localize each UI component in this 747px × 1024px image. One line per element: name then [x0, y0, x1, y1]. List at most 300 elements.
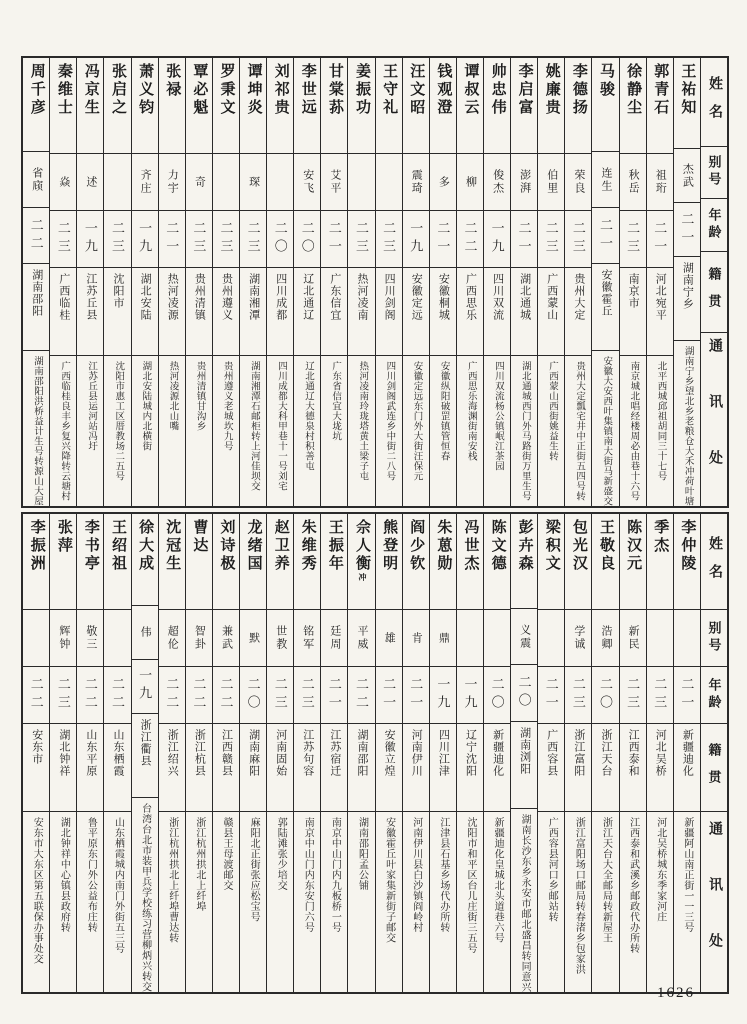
person-column: [267, 514, 294, 992]
native-cell: 浙江衢县: [132, 714, 158, 798]
age-cell: 二三: [294, 667, 320, 724]
age-cell: 二二: [186, 667, 212, 724]
address-cell: 安徽大安西叶集镇南大街马新盛交: [601, 356, 612, 507]
native-cell: 湖北安陆: [132, 268, 158, 356]
age-cell: 二二: [104, 667, 130, 724]
alias-cell: [104, 610, 130, 667]
person-column: [620, 514, 647, 992]
address-cell: 山东栖霞城内南门外街五三号: [112, 817, 124, 954]
address-cell: 南京中山门内九板桥一号: [329, 817, 341, 933]
native-cell: 江苏句容: [294, 724, 320, 812]
address-cell: 鲁平原东门外公益布庄转: [85, 817, 97, 933]
native-cell: 湖南邵阳: [348, 724, 374, 812]
name-cell: 马骏: [592, 58, 618, 152]
native-cell: 四川成都: [267, 268, 293, 356]
native-cell: 河南伊川: [403, 724, 429, 812]
name-cell: 曹达: [186, 514, 212, 610]
age-cell: 二一: [321, 667, 347, 724]
native-cell: 广西临桂: [50, 268, 76, 356]
name-cell: 龙绪国: [240, 514, 266, 610]
native-cell: 河北宛平: [647, 268, 673, 356]
alias-cell: 默: [240, 610, 266, 667]
header-native-place: 籍贯: [701, 724, 727, 812]
address-cell: 江津县石基乡场代办所转: [437, 817, 449, 933]
alias-cell: [647, 610, 673, 667]
age-cell: 二二: [348, 667, 374, 724]
person-column: [430, 58, 457, 506]
address-cell: 新疆迪化皇城北头道巷六号: [492, 817, 504, 943]
address-cell: 南京城北唱经楼周必由巷十六号: [628, 361, 639, 501]
person-column: [538, 58, 565, 506]
address-cell: 广西思乐海渊街南安栈: [465, 361, 476, 461]
native-cell: 广东信宜: [321, 268, 347, 356]
age-cell: 二三: [186, 211, 212, 268]
alias-cell: 世教: [267, 610, 293, 667]
person-column: [592, 58, 619, 506]
name-cell: 张萍: [50, 514, 76, 610]
person-column: [240, 514, 267, 992]
alias-cell: 肯: [403, 610, 429, 667]
native-cell: 浙江绍兴: [159, 724, 185, 812]
alias-cell: [267, 154, 293, 211]
alias-cell: 艾平: [321, 154, 347, 211]
address-cell: 广西容县河口乡邮站转: [546, 817, 558, 922]
alias-cell: 平威: [348, 610, 374, 667]
alias-cell: 奇: [186, 154, 212, 211]
person-column: [294, 58, 321, 506]
name-cell: 周千彦: [23, 58, 49, 152]
name-cell: 王绍祖: [104, 514, 130, 610]
native-cell: 辽北通辽: [294, 268, 320, 356]
person-column: [50, 514, 77, 992]
name-cell: 熊登明: [376, 514, 402, 610]
address-cell: 广西蒙山西街姚益生转: [547, 361, 558, 461]
name-cell: 王守礼: [376, 58, 402, 154]
bottom-header-column: [701, 514, 727, 992]
name-cell: 朱维秀: [294, 514, 320, 610]
person-column: [592, 514, 619, 992]
native-cell: 安徽定远: [403, 268, 429, 356]
header-name: 姓名: [701, 514, 727, 610]
name-cell: 陈文德: [484, 514, 510, 610]
address-cell: 湖南邵阳洪桥益计生号转源山大屋: [31, 356, 42, 507]
native-cell: 沈阳市: [104, 268, 130, 356]
alias-cell: [23, 610, 49, 667]
name-cell: 萧义钧: [132, 58, 158, 154]
person-column: [565, 58, 592, 506]
address-cell: 湖南长沙东乡永安市邮北盛昌转同意兴: [519, 813, 531, 992]
name-cell: 王敬良: [592, 514, 618, 610]
age-cell: 二二: [457, 211, 483, 268]
person-column: [348, 514, 375, 992]
person-column: [240, 58, 267, 506]
native-cell: 河北吴桥: [647, 724, 673, 812]
address-cell: 江西泰和武溪乡邮政代办所转: [627, 817, 639, 954]
address-cell: 江苏丘县运河站冯圩: [86, 361, 97, 451]
age-cell: 一九: [132, 660, 158, 714]
alias-cell: 柳: [457, 154, 483, 211]
name-cell: 佘人衡冲: [348, 514, 374, 610]
address-cell: 湖北安陆城内北横街: [140, 361, 151, 451]
address-cell: 沈阳市惠工区厝教场二五号: [113, 361, 124, 481]
alias-cell: 廷周: [321, 610, 347, 667]
age-cell: 一九: [132, 211, 158, 268]
name-cell: 彭卉森: [511, 514, 537, 609]
age-cell: 二三: [376, 211, 402, 268]
name-cell: 陈汉元: [620, 514, 646, 610]
address-cell: 辽北通辽大德泉村积善屯: [303, 361, 314, 471]
name-cell: 徐大成: [132, 514, 158, 606]
native-cell: 南京市: [620, 268, 646, 356]
native-cell: 山东平原: [77, 724, 103, 812]
name-annotation: 冲: [358, 573, 368, 581]
address-cell: 新疆阿山南正街一一三号: [681, 817, 693, 933]
alias-cell: 齐庄: [132, 154, 158, 211]
name-cell: 朱葸勋: [430, 514, 456, 610]
address-cell: 贵州清镇甘沟乡: [194, 361, 205, 431]
native-cell: 新疆迪化: [674, 724, 700, 812]
alias-cell: 学诚: [565, 610, 591, 667]
alias-cell: 连生: [592, 152, 618, 208]
native-cell: 四川双流: [484, 268, 510, 356]
age-cell: 二〇: [592, 667, 618, 724]
name-cell: 李启富: [511, 58, 537, 154]
name-cell: 李振洲: [23, 514, 49, 610]
header-address: 通讯处: [706, 820, 722, 989]
address-cell: 郭陆滩张少培交: [275, 817, 287, 891]
address-cell: 浙江杭州拱北上纤埠: [193, 817, 205, 912]
person-column: [132, 58, 159, 506]
age-cell: 二二: [159, 667, 185, 724]
name-cell: 徐静尘: [620, 58, 646, 154]
age-cell: 二三: [50, 667, 76, 724]
address-cell: 广西临桂良丰乡复兴降转云塘村: [59, 361, 70, 501]
name-cell: 梁积文: [538, 514, 564, 610]
person-column: [484, 58, 511, 506]
name-cell: 覃必魁: [186, 58, 212, 154]
alias-cell: 力宇: [159, 154, 185, 211]
name-cell: 罗秉文: [213, 58, 239, 154]
age-cell: 二三: [104, 211, 130, 268]
person-column: [457, 514, 484, 992]
alias-cell: 伟: [132, 606, 158, 660]
person-column: [321, 58, 348, 506]
person-column: [348, 58, 375, 506]
age-cell: 二二: [23, 667, 49, 724]
alias-cell: [457, 610, 483, 667]
name-cell: 赵卫养: [267, 514, 293, 610]
address-cell: 湖北钟祥中心镇县政府转: [58, 817, 70, 933]
age-cell: 二三: [620, 667, 646, 724]
alias-cell: 超伦: [159, 610, 185, 667]
person-column: [674, 514, 701, 992]
age-cell: 二〇: [511, 665, 537, 721]
age-cell: 二三: [647, 667, 673, 724]
alias-cell: 祖珩: [647, 154, 673, 211]
name-cell: 王振年: [321, 514, 347, 610]
address-cell: 浙江杭州拱北上纤埠曹达转: [166, 817, 178, 943]
native-cell: 广西蒙山: [538, 268, 564, 356]
age-cell: 二一: [674, 203, 700, 257]
address-cell: 湖南湘潭石邮柜转上河佳坝交: [248, 361, 259, 491]
alias-cell: 焱: [50, 154, 76, 211]
age-cell: 二一: [321, 211, 347, 268]
native-cell: 湖南宁乡: [674, 257, 700, 341]
name-cell: 谭叔云: [457, 58, 483, 154]
alias-cell: 杰武: [674, 149, 700, 203]
top-table: [21, 56, 729, 508]
name-cell: 李仲陵: [674, 514, 700, 610]
native-cell: 河南固始: [267, 724, 293, 812]
alias-cell: [674, 610, 700, 667]
address-cell: 河北吴桥城东季家河庄: [654, 817, 666, 922]
person-column: [511, 514, 538, 992]
age-cell: 二三: [213, 211, 239, 268]
name-cell: 钱观澄: [430, 58, 456, 154]
person-column: [647, 514, 674, 992]
person-column: [457, 58, 484, 506]
age-cell: 二〇: [294, 211, 320, 268]
alias-cell: 澎湃: [511, 154, 537, 211]
person-column: [159, 514, 186, 992]
alias-cell: 义震: [511, 609, 537, 665]
alias-cell: 俊杰: [484, 154, 510, 211]
alias-cell: 敬三: [77, 610, 103, 667]
age-cell: 二一: [376, 667, 402, 724]
address-cell: 贵州大定瓢宅井中正街五四号转: [574, 361, 585, 501]
native-cell: 浙江杭县: [186, 724, 212, 812]
person-column: [77, 58, 104, 506]
alias-cell: 新民: [620, 610, 646, 667]
native-cell: 热河凌南: [348, 268, 374, 356]
address-cell: 安徽纵阳破罡镇管恒春: [438, 361, 449, 461]
age-cell: 二三: [620, 211, 646, 268]
name-cell: 阎少钦: [403, 514, 429, 610]
person-column: [674, 58, 701, 506]
person-column: [647, 58, 674, 506]
age-cell: 二三: [348, 211, 374, 268]
alias-cell: 兼武: [213, 610, 239, 667]
name-cell: 谭坤炎: [240, 58, 266, 154]
person-column: [132, 514, 159, 992]
age-cell: 二一: [430, 211, 456, 268]
native-cell: 新疆迪化: [484, 724, 510, 812]
header-name: 姓名: [701, 58, 727, 147]
address-cell: 北平西城邱祖胡同三十七号: [655, 361, 666, 481]
person-column: [538, 514, 565, 992]
alias-cell: 荣良: [565, 154, 591, 211]
alias-cell: 多: [430, 154, 456, 211]
age-cell: 一九: [457, 667, 483, 724]
name-cell: 季杰: [647, 514, 673, 610]
alias-cell: 震琦: [403, 154, 429, 211]
native-cell: 湖南邵阳: [23, 264, 49, 351]
name-cell: 汪文昭: [403, 58, 429, 154]
alias-cell: 铭军: [294, 610, 320, 667]
name-cell: 张启之: [104, 58, 130, 154]
alias-cell: 鼎: [430, 610, 456, 667]
native-cell: 湖北钟祥: [50, 724, 76, 812]
age-cell: 二〇: [267, 211, 293, 268]
address-cell: 安徽定远东门外大街汪保元: [411, 361, 422, 481]
alias-cell: [376, 154, 402, 211]
header-address: 通讯处: [706, 338, 722, 507]
age-cell: 二一: [538, 667, 564, 724]
age-cell: 二一: [511, 211, 537, 268]
person-column: [104, 58, 131, 506]
age-cell: 二二: [213, 667, 239, 724]
address-cell: 麻阳北正街张应松宝号: [248, 817, 260, 922]
alias-cell: 安飞: [294, 154, 320, 211]
page-number: 1626: [657, 985, 695, 1001]
header-alias: 别号: [701, 610, 727, 667]
alias-cell: [484, 610, 510, 667]
age-cell: 二三: [267, 667, 293, 724]
age-cell: 一九: [484, 211, 510, 268]
address-cell: 四川双流杨公镇岷江茶园: [492, 361, 503, 471]
address-cell: 贵州遵义老城坎九号: [221, 361, 232, 451]
age-cell: 一九: [77, 211, 103, 268]
age-cell: 一九: [430, 667, 456, 724]
age-cell: 二〇: [484, 667, 510, 724]
alias-cell: [538, 610, 564, 667]
age-cell: 二一: [159, 211, 185, 268]
address-cell: 广东省信宜大垅坑: [330, 361, 341, 441]
person-column: [159, 58, 186, 506]
native-cell: 安徽桐城: [430, 268, 456, 356]
name-cell: 秦维士: [50, 58, 76, 154]
native-cell: 贵州遵义: [213, 268, 239, 356]
header-age: 年龄: [701, 667, 727, 724]
native-cell: 湖南麻阳: [240, 724, 266, 812]
native-cell: 江西泰和: [620, 724, 646, 812]
address-cell: 浙江天台大全邮局转新屋王: [600, 817, 612, 943]
top-header-column: [701, 58, 727, 506]
alias-cell: 秋岳: [620, 154, 646, 211]
native-cell: 安徽立煌: [376, 724, 402, 812]
native-cell: 江苏宿迁: [321, 724, 347, 812]
name-cell: 姚廉贵: [538, 58, 564, 154]
alias-cell: 述: [77, 154, 103, 211]
age-cell: 二一: [592, 208, 618, 264]
bottom-table: [21, 512, 729, 994]
name-cell: 王祐知: [674, 58, 700, 149]
person-column: [23, 58, 50, 506]
address-cell: 湖南邵阳孟公铺: [356, 817, 368, 891]
native-cell: 湖南浏阳: [511, 722, 537, 809]
native-cell: 广西容县: [538, 724, 564, 812]
header-age: 年龄: [701, 199, 727, 251]
person-column: [213, 58, 240, 506]
address-cell: 湖南宁乡望北乡老粮仓大禾冲荷叶塘: [682, 346, 693, 507]
age-cell: 二一: [674, 667, 700, 724]
name-cell: 姜振功: [348, 58, 374, 154]
age-cell: 二〇: [240, 667, 266, 724]
person-column: [430, 514, 457, 992]
native-cell: 广西思乐: [457, 268, 483, 356]
age-cell: 二三: [538, 211, 564, 268]
age-cell: 二一: [403, 667, 429, 724]
person-column: [213, 514, 240, 992]
native-cell: 湖北通城: [511, 268, 537, 356]
header-native-place: 籍贯: [701, 252, 727, 333]
age-cell: 二三: [240, 211, 266, 268]
person-column: [620, 58, 647, 506]
alias-cell: [213, 154, 239, 211]
address-cell: 台湾台北市装甲兵学校练习营柳炳兴转交: [139, 802, 151, 992]
address-cell: 四川成都大科甲巷十一号刘宅: [275, 361, 286, 491]
person-column: [267, 58, 294, 506]
person-column: [50, 58, 77, 506]
age-cell: 二三: [565, 211, 591, 268]
name-cell: 刘祁贵: [267, 58, 293, 154]
person-column: [484, 514, 511, 992]
native-cell: 贵州大定: [565, 268, 591, 356]
address-cell: 安东市大东区第五联保办事处交: [31, 817, 43, 964]
native-cell: 浙江天台: [592, 724, 618, 812]
person-column: [403, 514, 430, 992]
alias-cell: 浩卿: [592, 610, 618, 667]
name-cell: 帅忠伟: [484, 58, 510, 154]
person-column: [403, 58, 430, 506]
native-cell: 辽宁沈阳: [457, 724, 483, 812]
native-cell: 浙江富阳: [565, 724, 591, 812]
name-cell: 李世远: [294, 58, 320, 154]
name-cell: 刘诗极: [213, 514, 239, 610]
name-cell: 李德扬: [565, 58, 591, 154]
name-cell: 冯世杰: [457, 514, 483, 610]
person-column: [565, 514, 592, 992]
age-cell: 二三: [50, 211, 76, 268]
address-cell: 南京中山门内东安门六号: [302, 817, 314, 933]
native-cell: 热河凌源: [159, 268, 185, 356]
address-cell: 赣县王母渡邮交: [220, 817, 232, 891]
address-cell: 湖北通城西门外马路街万里生号: [519, 361, 530, 501]
address-cell: 浙江富阳场口邮局转春渚乡包家洪: [573, 817, 585, 975]
address-cell: 热河凌南玲珑塔黄土梁子屯: [357, 361, 368, 481]
address-cell: 沈阳市和平区台儿庄街三五号: [464, 817, 476, 954]
person-column: [321, 514, 348, 992]
name-cell: 甘棠荪: [321, 58, 347, 154]
address-cell: 热河凌源北山嘴: [167, 361, 178, 431]
address-cell: 四川剑阁武连乡中街二八号: [384, 361, 395, 481]
native-cell: 江西赣县: [213, 724, 239, 812]
person-column: [104, 514, 131, 992]
person-column: [511, 58, 538, 506]
person-column: [376, 58, 403, 506]
age-cell: 二一: [647, 211, 673, 268]
native-cell: 安徽霍丘: [592, 264, 618, 351]
alias-cell: 伯里: [538, 154, 564, 211]
person-column: [294, 514, 321, 992]
person-column: [77, 514, 104, 992]
alias-cell: 雄: [376, 610, 402, 667]
alias-cell: 智卦: [186, 610, 212, 667]
native-cell: 江苏丘县: [77, 268, 103, 356]
age-cell: 一九: [403, 211, 429, 268]
native-cell: 四川江津: [430, 724, 456, 812]
person-column: [186, 58, 213, 506]
name-cell: 包光汉: [565, 514, 591, 610]
native-cell: 湖南湘潭: [240, 268, 266, 356]
name-cell: 李书亭: [77, 514, 103, 610]
alias-cell: 辉钟: [50, 610, 76, 667]
header-alias: 别号: [701, 147, 727, 199]
alias-cell: 省庼: [23, 152, 49, 208]
age-cell: 二二: [23, 208, 49, 264]
person-column: [376, 514, 403, 992]
person-column: [186, 514, 213, 992]
